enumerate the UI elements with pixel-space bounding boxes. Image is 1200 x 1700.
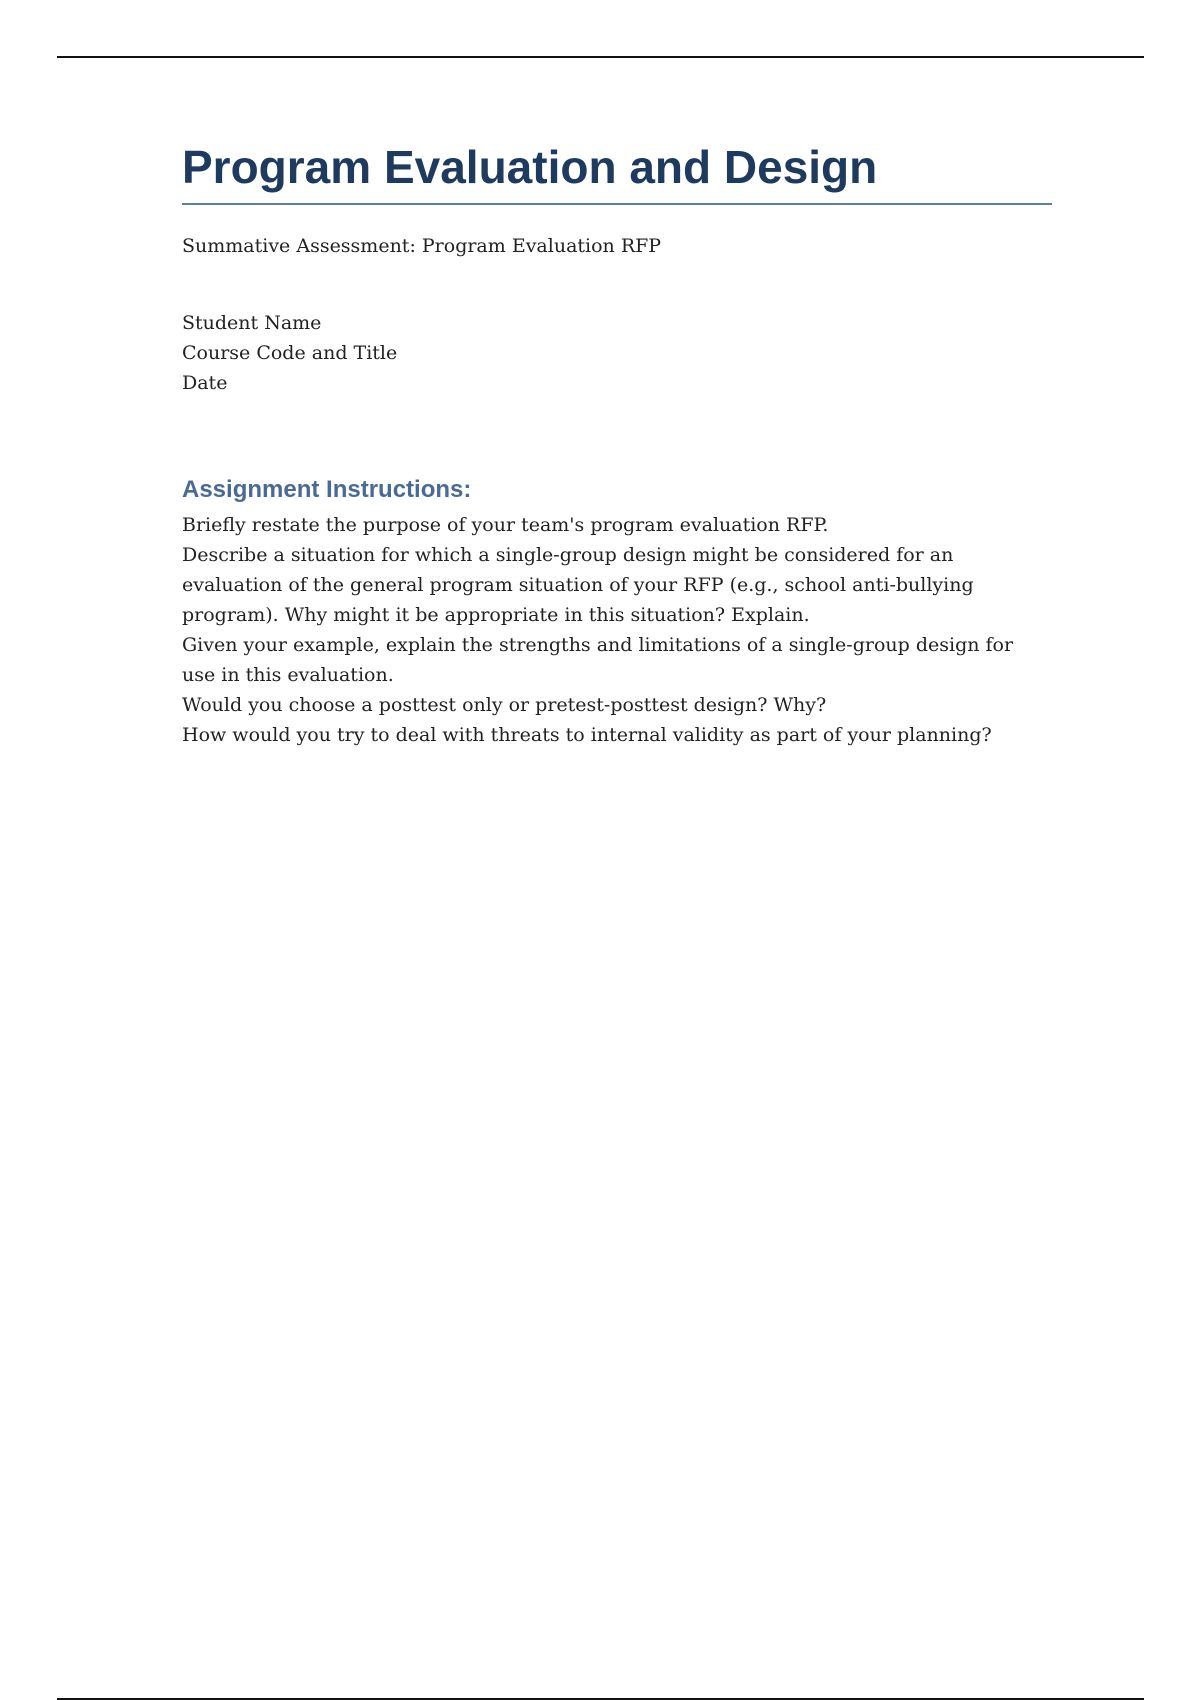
- page-top-rule: [57, 56, 1144, 58]
- assignment-instructions-heading: Assignment Instructions:: [182, 475, 472, 503]
- instruction-item: Describe a situation for which a single-group design might be considered for an evaluation of the general program situation of your RFP (e.g., school anti-bullying program). Why might it be appropriate in this situation? Explain.: [182, 543, 974, 626]
- document-body: [182, 140, 1052, 750]
- course-code-title: Course Code and Title: [182, 341, 398, 364]
- instructions-list: [182, 510, 1052, 750]
- student-name: Student Name: [182, 311, 322, 334]
- student-info-block: [182, 308, 1052, 398]
- instruction-item: How would you try to deal with threats to internal validity as part of your planning?: [182, 723, 992, 746]
- date: Date: [182, 371, 228, 394]
- instruction-item: Would you choose a posttest only or pretest-posttest design? Why?: [182, 693, 827, 716]
- document-title: Program Evaluation and Design: [182, 140, 1052, 205]
- document-subtitle: Summative Assessment: Program Evaluation RFP: [182, 235, 662, 258]
- instruction-item: Briefly restate the purpose of your team's program evaluation RFP.: [182, 513, 829, 536]
- instruction-item: Given your example, explain the strengths and limitations of a single-group design for use in this evaluation.: [182, 633, 1014, 686]
